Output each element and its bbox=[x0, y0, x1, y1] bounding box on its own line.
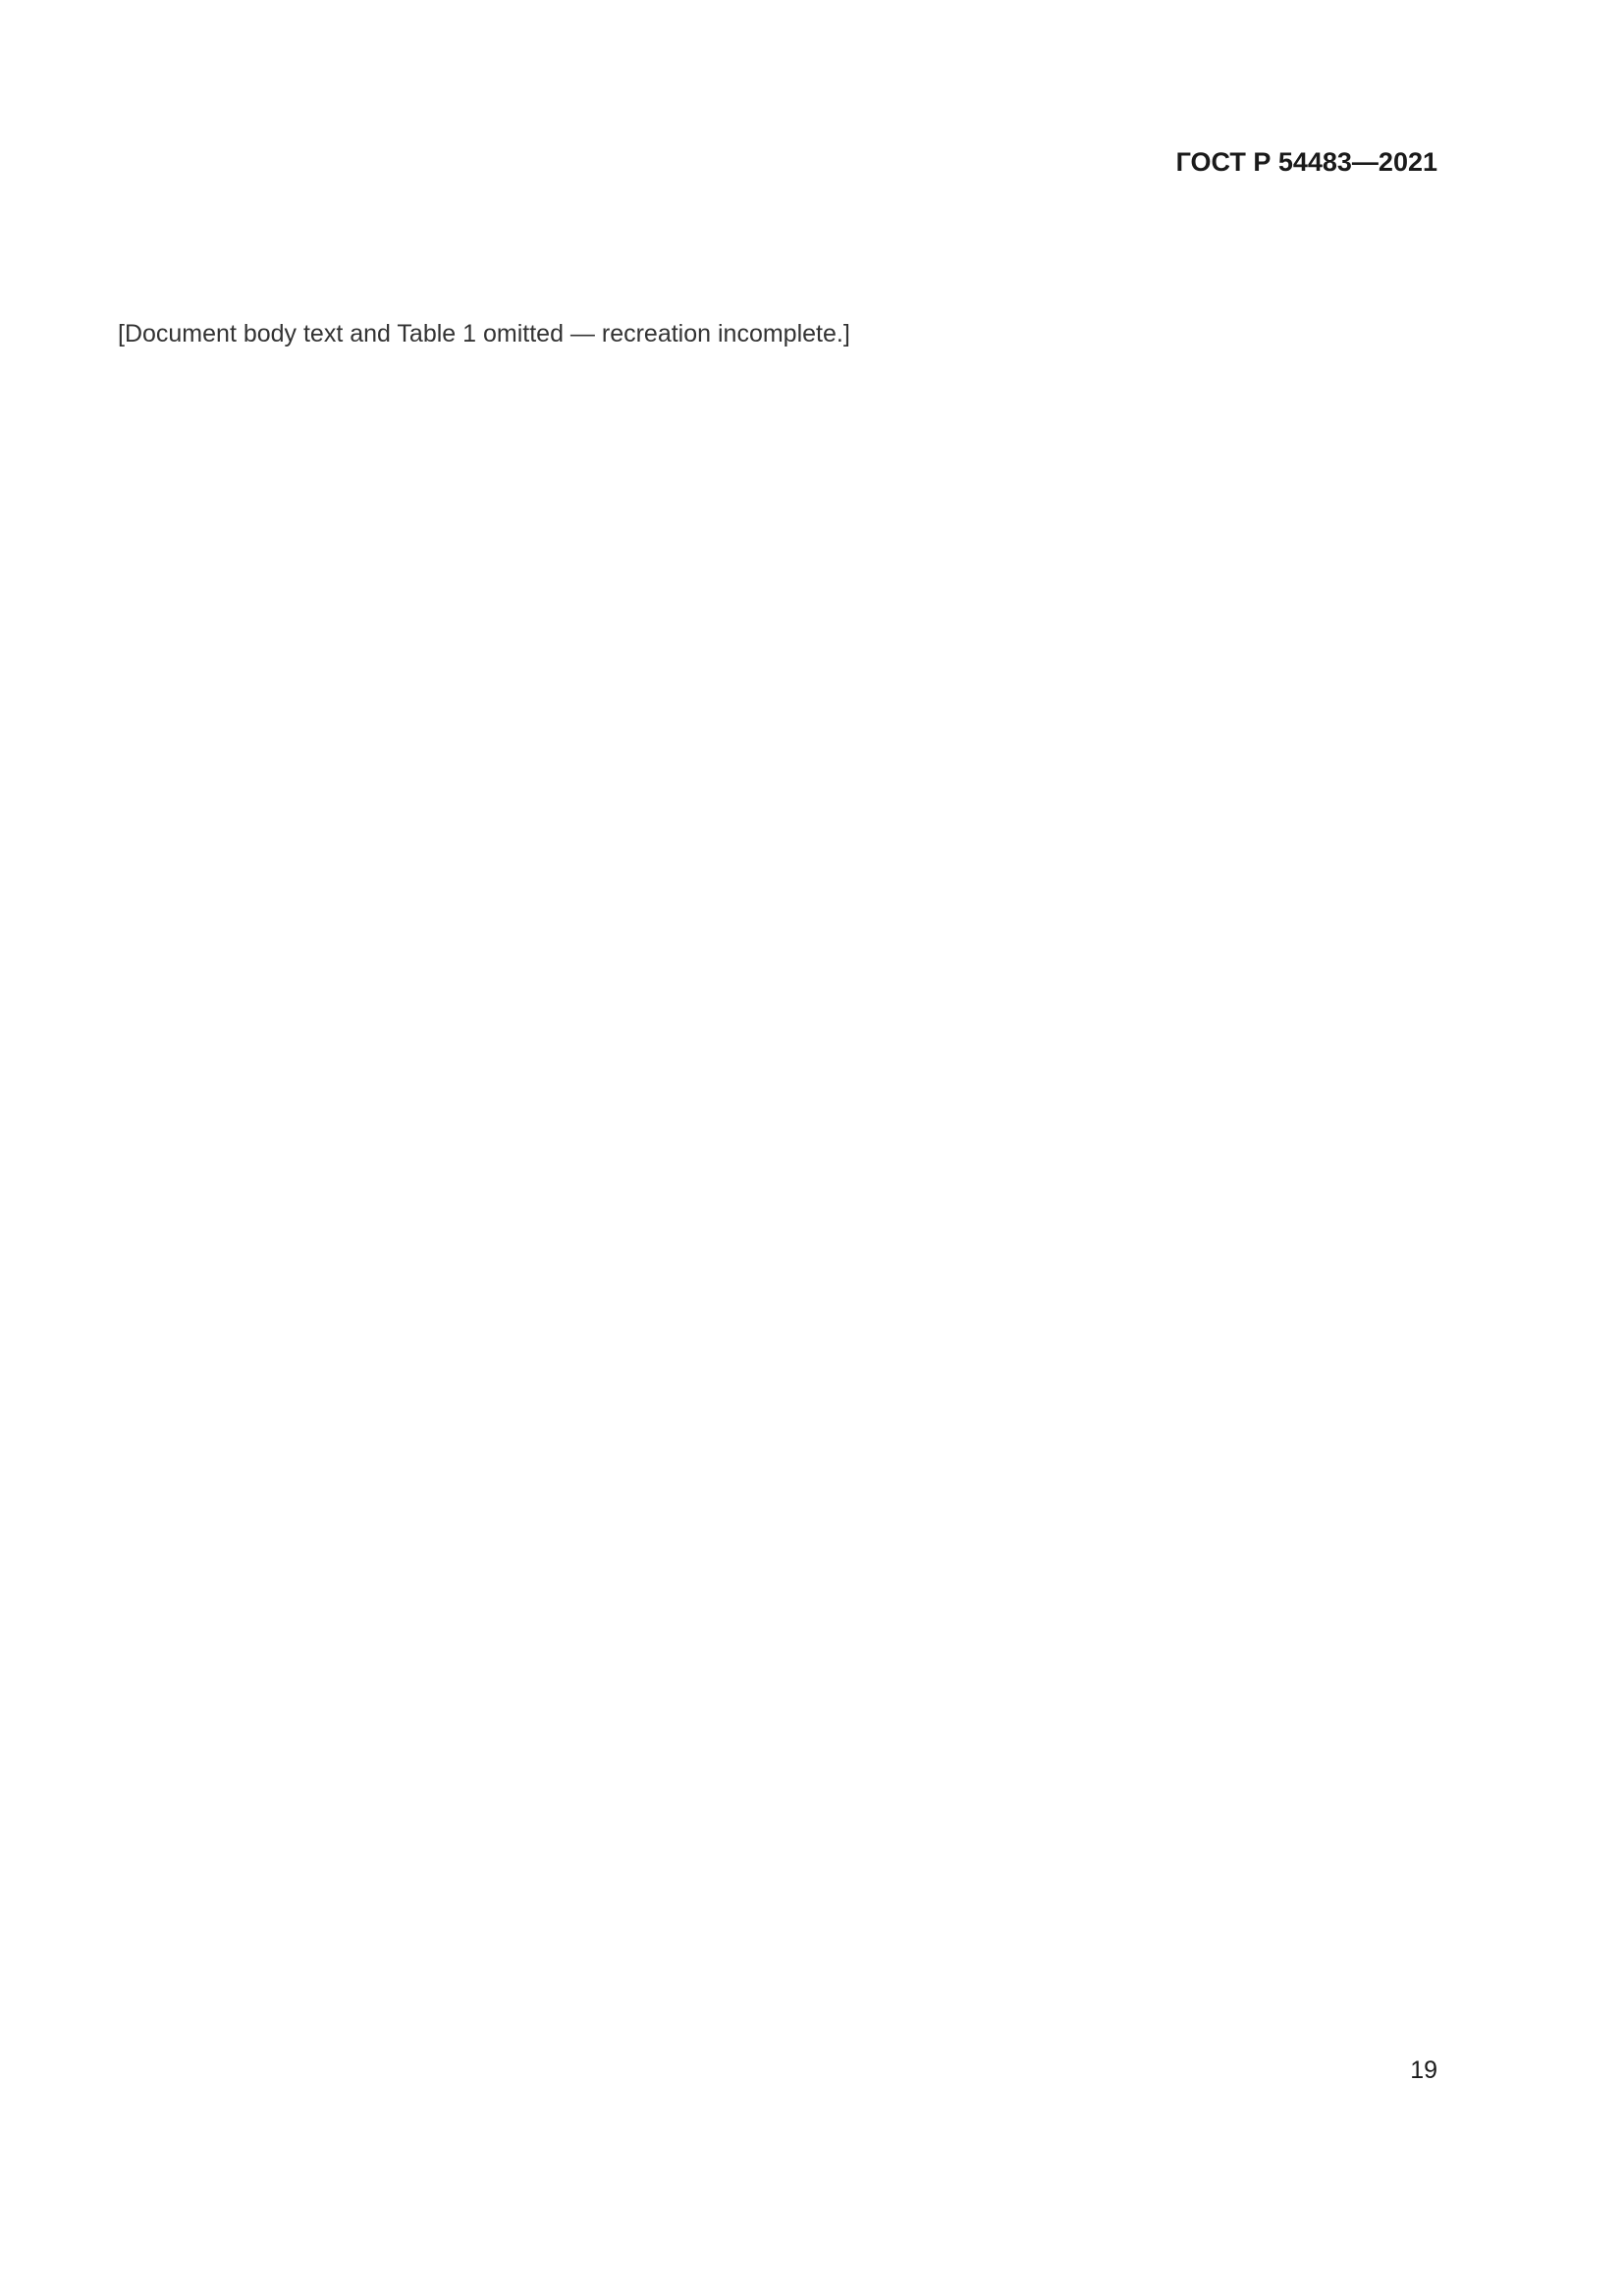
page-number: 19 bbox=[1410, 2056, 1437, 2084]
content-placeholder: [Document body text and Table 1 omitted — recreation incomplete.] bbox=[118, 320, 850, 347]
document-standard-header: ГОСТ Р 54483—2021 bbox=[1175, 147, 1437, 177]
